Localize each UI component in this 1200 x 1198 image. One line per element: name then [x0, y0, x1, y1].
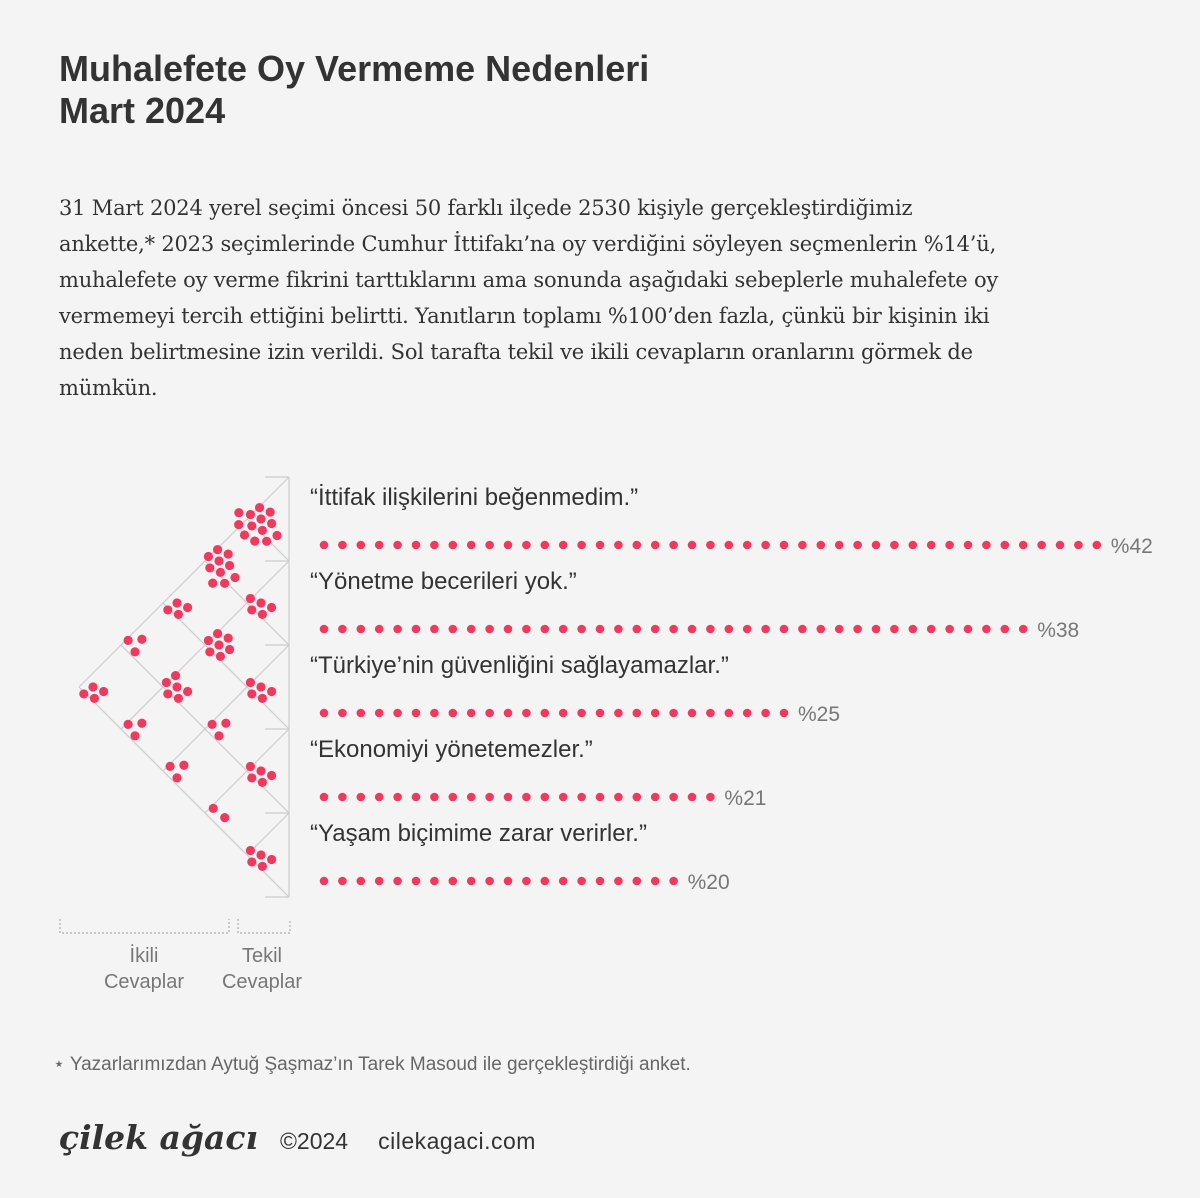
bar-dot: [1074, 541, 1083, 550]
bar-dot: [669, 541, 678, 550]
single-answer-dot: [267, 519, 276, 528]
bar-dot: [1001, 625, 1010, 634]
pair-answer-dot: [124, 720, 133, 729]
single-answer-dot: [247, 773, 256, 782]
bar-dot: [393, 625, 402, 634]
pair-answer-dot: [172, 773, 181, 782]
answer-dot-clusters: [79, 503, 281, 871]
reasons-chart: [0, 460, 1200, 1020]
bar-dot: [1093, 541, 1102, 550]
group-brackets: [60, 919, 302, 993]
bar-dot: [688, 541, 697, 550]
pair-answer-dot: [124, 636, 133, 645]
grid-line-down: [163, 645, 289, 771]
bar-dot: [835, 625, 844, 634]
bar-dot: [485, 625, 494, 634]
bar-dot: [669, 709, 678, 718]
bar-dot: [743, 625, 752, 634]
bar-dot: [1001, 541, 1010, 550]
bar-dot: [485, 877, 494, 886]
reason-bar: [320, 541, 1101, 550]
bar-dot: [504, 709, 513, 718]
pair-answer-dot: [213, 545, 222, 554]
pair-answer-dot: [214, 640, 223, 649]
bar-dot: [872, 541, 881, 550]
bar-dot: [853, 625, 862, 634]
single-answer-dot: [250, 537, 259, 546]
bar-dot: [357, 541, 366, 550]
pair-answer-dot: [137, 635, 146, 644]
bar-dot: [559, 877, 568, 886]
pair-answer-dot: [216, 568, 225, 577]
bar-dot: [1037, 541, 1046, 550]
single-answer-dot: [246, 594, 255, 603]
bar-dot: [467, 793, 476, 802]
bar-dot: [964, 625, 973, 634]
single-answer-dot: [267, 687, 276, 696]
bar-dot: [412, 541, 421, 550]
reason-label: “Yönetme becerileri yok.”: [310, 568, 577, 595]
footnote: ⋆ Yazarlarımızdan Aytuğ Şaşmaz’ın Tarek Masoud ile gerçekleştirdiği anket.: [53, 1054, 691, 1075]
bar-dot: [761, 709, 770, 718]
bar-dot: [522, 793, 531, 802]
bar-dot: [430, 625, 439, 634]
bar-dot: [669, 877, 678, 886]
pair-answer-dot: [183, 687, 192, 696]
pair-answer-dot: [130, 731, 139, 740]
bar-dot: [945, 541, 954, 550]
bar-dot: [485, 709, 494, 718]
percent-label: %21: [724, 787, 767, 810]
bar-dot: [743, 709, 752, 718]
pair-answer-dot: [224, 549, 233, 558]
bar-dot: [375, 877, 384, 886]
grid-line-up: [79, 687, 289, 897]
bar-dot: [338, 793, 347, 802]
chart-title: [59, 48, 649, 132]
bar-dot: [817, 541, 826, 550]
pairs-bracket: [60, 919, 229, 933]
pair-answer-dot: [162, 678, 171, 687]
single-answer-dot: [240, 530, 249, 539]
bar-dot: [338, 877, 347, 886]
bar-dot: [596, 625, 605, 634]
bar-dot: [945, 625, 954, 634]
pair-answer-dot: [225, 561, 234, 570]
bar-dot: [320, 541, 329, 550]
pair-answer-dot: [216, 652, 225, 661]
single-answer-dot: [255, 503, 264, 512]
pair-answer-dot: [208, 579, 217, 588]
pair-answer-dot: [224, 633, 233, 642]
bar-dot: [338, 625, 347, 634]
bar-dot: [430, 793, 439, 802]
bar-dot: [559, 541, 568, 550]
bar-dot: [725, 709, 734, 718]
pair-answer-dot: [172, 598, 181, 607]
bar-dot: [890, 625, 899, 634]
bar-dot: [706, 793, 715, 802]
pair-answer-dot: [137, 719, 146, 728]
bar-dot: [614, 625, 623, 634]
bar-dot: [393, 541, 402, 550]
bar-dot: [522, 709, 531, 718]
bar-dot: [375, 541, 384, 550]
single-answer-dot: [258, 526, 267, 535]
bar-dot: [596, 793, 605, 802]
bar-dot: [357, 793, 366, 802]
pairs-label-line2: Cevaplar: [103, 971, 185, 993]
bar-dot: [541, 625, 550, 634]
bar-dot: [577, 793, 586, 802]
bar-dot: [743, 541, 752, 550]
percent-label: %42: [1110, 535, 1153, 558]
bar-dot: [449, 709, 458, 718]
bar-dot: [467, 877, 476, 886]
pair-answer-dot: [183, 603, 192, 612]
website-link[interactable]: cilekagaci.com: [378, 1128, 536, 1154]
title-line-2: Mart 2024: [59, 90, 226, 131]
singles-label-line2: Cevaplar: [221, 971, 303, 993]
single-answer-dot: [258, 862, 267, 871]
bar-dot: [522, 541, 531, 550]
bar-dot: [559, 625, 568, 634]
bar-dot: [541, 541, 550, 550]
single-answer-dot: [266, 507, 275, 516]
single-answer-dot: [258, 778, 267, 787]
bar-dot: [688, 709, 697, 718]
pair-answer-dot: [209, 804, 218, 813]
bar-dot: [725, 625, 734, 634]
bar-dot: [577, 625, 586, 634]
bar-dot: [835, 541, 844, 550]
bar-dot: [375, 793, 384, 802]
bar-dot: [651, 541, 660, 550]
reason-label: “Ekonomiyi yönetemezler.”: [310, 736, 593, 763]
pair-answer-dot: [174, 694, 183, 703]
pair-answer-dot: [221, 719, 230, 728]
pair-answer-dot: [179, 761, 188, 770]
bar-dot: [485, 793, 494, 802]
single-answer-dot: [258, 610, 267, 619]
singles-bracket: [238, 919, 290, 933]
bar-dot: [320, 625, 329, 634]
reason-bar: [320, 877, 678, 886]
single-answer-dot: [256, 766, 265, 775]
single-answer-dot: [246, 678, 255, 687]
bar-dot: [872, 625, 881, 634]
pair-answer-dot: [205, 563, 214, 572]
pair-answer-dot: [88, 682, 97, 691]
bar-dot: [761, 541, 770, 550]
pair-answer-dot: [230, 573, 239, 582]
bar-dot: [817, 625, 826, 634]
bar-dot: [504, 877, 513, 886]
bar-dot: [320, 793, 329, 802]
bar-dot: [596, 541, 605, 550]
bar-dot: [780, 709, 789, 718]
bar-dot: [357, 877, 366, 886]
bar-dot: [890, 541, 899, 550]
reason-label: “Yaşam biçimime zarar verirler.”: [310, 820, 647, 847]
single-answer-dot: [267, 855, 276, 864]
bar-dot: [559, 793, 568, 802]
singles-label-line1: Tekil: [241, 945, 283, 967]
pair-answer-dot: [213, 629, 222, 638]
bar-dot: [633, 877, 642, 886]
bar-dot: [467, 541, 476, 550]
bar-dot: [982, 625, 991, 634]
bar-dot: [706, 709, 715, 718]
single-answer-dot: [247, 605, 256, 614]
single-answer-dot: [258, 694, 267, 703]
bar-dot: [375, 709, 384, 718]
single-answer-dot: [256, 514, 265, 523]
pair-answer-dot: [214, 556, 223, 565]
bar-dot: [338, 709, 347, 718]
pair-answer-dot: [208, 720, 217, 729]
reason-label: “İttifak ilişkilerini beğenmedim.”: [310, 484, 639, 511]
bar-dot: [375, 625, 384, 634]
bar-dot: [761, 625, 770, 634]
bar-dot: [412, 793, 421, 802]
bar-dot: [320, 709, 329, 718]
bar-dot: [504, 625, 513, 634]
bar-dot: [853, 541, 862, 550]
single-answer-dot: [256, 850, 265, 859]
pair-answer-dot: [220, 813, 229, 822]
bar-dot: [357, 709, 366, 718]
bar-dot: [633, 793, 642, 802]
bar-dot: [633, 625, 642, 634]
single-answer-dot: [246, 510, 255, 519]
bar-dot: [467, 625, 476, 634]
bar-dot: [541, 793, 550, 802]
pair-answer-dot: [99, 687, 108, 696]
bar-dot: [430, 877, 439, 886]
bar-dot: [430, 709, 439, 718]
pair-answer-dot: [225, 645, 234, 654]
bar-dot: [1056, 541, 1065, 550]
bar-dot: [485, 541, 494, 550]
bar-dot: [780, 541, 789, 550]
single-answer-dot: [247, 689, 256, 698]
single-answer-dot: [246, 846, 255, 855]
bar-dot: [798, 541, 807, 550]
percent-label: %20: [687, 871, 730, 894]
reason-label: “Türkiye’nin güvenliğini sağlayamazlar.”: [310, 652, 729, 679]
single-answer-dot: [267, 603, 276, 612]
single-answer-dot: [246, 762, 255, 771]
bar-dot: [633, 709, 642, 718]
bar-dot: [633, 541, 642, 550]
bar-dot: [430, 541, 439, 550]
bar-dot: [577, 541, 586, 550]
brand-logo: çilek ağacı: [59, 1118, 258, 1157]
bar-dot: [1019, 541, 1028, 550]
pair-answer-dot: [130, 647, 139, 656]
single-answer-dot: [267, 771, 276, 780]
pair-answer-dot: [205, 647, 214, 656]
bar-dot: [449, 625, 458, 634]
bar-dot: [522, 625, 531, 634]
bar-dot: [614, 541, 623, 550]
bar-dot: [338, 541, 347, 550]
pair-answer-dot: [163, 689, 172, 698]
bar-dot: [449, 877, 458, 886]
bar-dot: [596, 709, 605, 718]
bar-dot: [559, 709, 568, 718]
bar-dot: [393, 793, 402, 802]
grid-line-up: [163, 603, 289, 729]
reason-bar: [320, 709, 789, 718]
percent-label: %38: [1037, 619, 1080, 642]
bar-dot: [651, 625, 660, 634]
bar-dot: [669, 793, 678, 802]
bar-dot: [964, 541, 973, 550]
bar-dot: [614, 709, 623, 718]
pair-answer-dot: [90, 694, 99, 703]
bar-dot: [688, 625, 697, 634]
pair-answer-dot: [166, 762, 175, 771]
bar-dot: [412, 709, 421, 718]
bar-dot: [449, 541, 458, 550]
bar-dot: [798, 625, 807, 634]
bar-dot: [522, 877, 531, 886]
pair-answer-dot: [163, 605, 172, 614]
intro-paragraph: 31 Mart 2024 yerel seçimi öncesi 50 farklı ilçede 2530 kişiyle gerçekleştirdiğimiz ankette,* 2023 seçimlerinde Cumhur İttifakı’na oy verdiğini söyleyen seçmenlerin %14’ü, muhalefete oy verme fikrini tarttıklarını ama sonunda aşağıdaki sebeplerle muhalefete oy vermemeyi tercih ettiğini belirtti. Yanıtların toplamı %100’den fazla, çünkü bir kişinin iki neden belirtmesine izin verildi. Sol tarafta tekil ve ikili cevapların oranlarını görmek de mümkün.: [59, 196, 999, 400]
single-answer-dot: [234, 520, 243, 529]
title-line-1: Muhalefete Oy Vermeme Nedenleri: [59, 48, 650, 89]
bar-dot: [706, 541, 715, 550]
bar-dot: [909, 541, 918, 550]
bar-dot: [504, 541, 513, 550]
bar-dot: [651, 793, 660, 802]
bar-dot: [1019, 625, 1028, 634]
bar-dot: [541, 877, 550, 886]
bar-dot: [614, 793, 623, 802]
bar-dot: [449, 793, 458, 802]
bar-dot: [982, 541, 991, 550]
reason-bar: [320, 793, 715, 802]
percent-label: %25: [798, 703, 841, 726]
pair-answer-dot: [171, 671, 180, 680]
single-answer-dot: [262, 537, 271, 546]
bar-dot: [577, 877, 586, 886]
bar-dot: [927, 625, 936, 634]
bar-dot: [467, 709, 476, 718]
bar-dot: [669, 625, 678, 634]
pair-answer-dot: [79, 689, 88, 698]
bar-dot: [651, 877, 660, 886]
single-answer-dot: [256, 682, 265, 691]
single-answer-dot: [256, 598, 265, 607]
bar-dot: [725, 541, 734, 550]
bar-dot: [541, 709, 550, 718]
bar-dot: [357, 625, 366, 634]
bar-dot: [927, 541, 936, 550]
pairs-label-line1: İkili: [129, 945, 159, 967]
reason-bar: [320, 625, 1028, 634]
bar-dot: [596, 877, 605, 886]
bar-dot: [393, 877, 402, 886]
bar-dot: [412, 877, 421, 886]
footer: [59, 1118, 536, 1162]
bar-dot: [909, 625, 918, 634]
pair-answer-dot: [172, 682, 181, 691]
bar-dot: [504, 793, 513, 802]
single-answer-dot: [234, 508, 243, 517]
pair-answer-dot: [204, 636, 213, 645]
single-answer-dot: [272, 531, 281, 540]
pair-answer-dot: [214, 731, 223, 740]
pair-answer-dot: [220, 579, 229, 588]
bar-dot: [577, 709, 586, 718]
bar-dot: [412, 625, 421, 634]
pair-answer-dot: [174, 610, 183, 619]
bar-dot: [320, 877, 329, 886]
bar-dot: [780, 625, 789, 634]
single-answer-dot: [247, 857, 256, 866]
single-answer-dot: [247, 521, 256, 530]
pair-answer-dot: [204, 552, 213, 561]
bar-dot: [393, 709, 402, 718]
copyright-text: ©2024: [279, 1128, 349, 1154]
bar-dot: [706, 625, 715, 634]
bar-dot: [651, 709, 660, 718]
bar-dot: [614, 877, 623, 886]
bar-dot: [688, 793, 697, 802]
